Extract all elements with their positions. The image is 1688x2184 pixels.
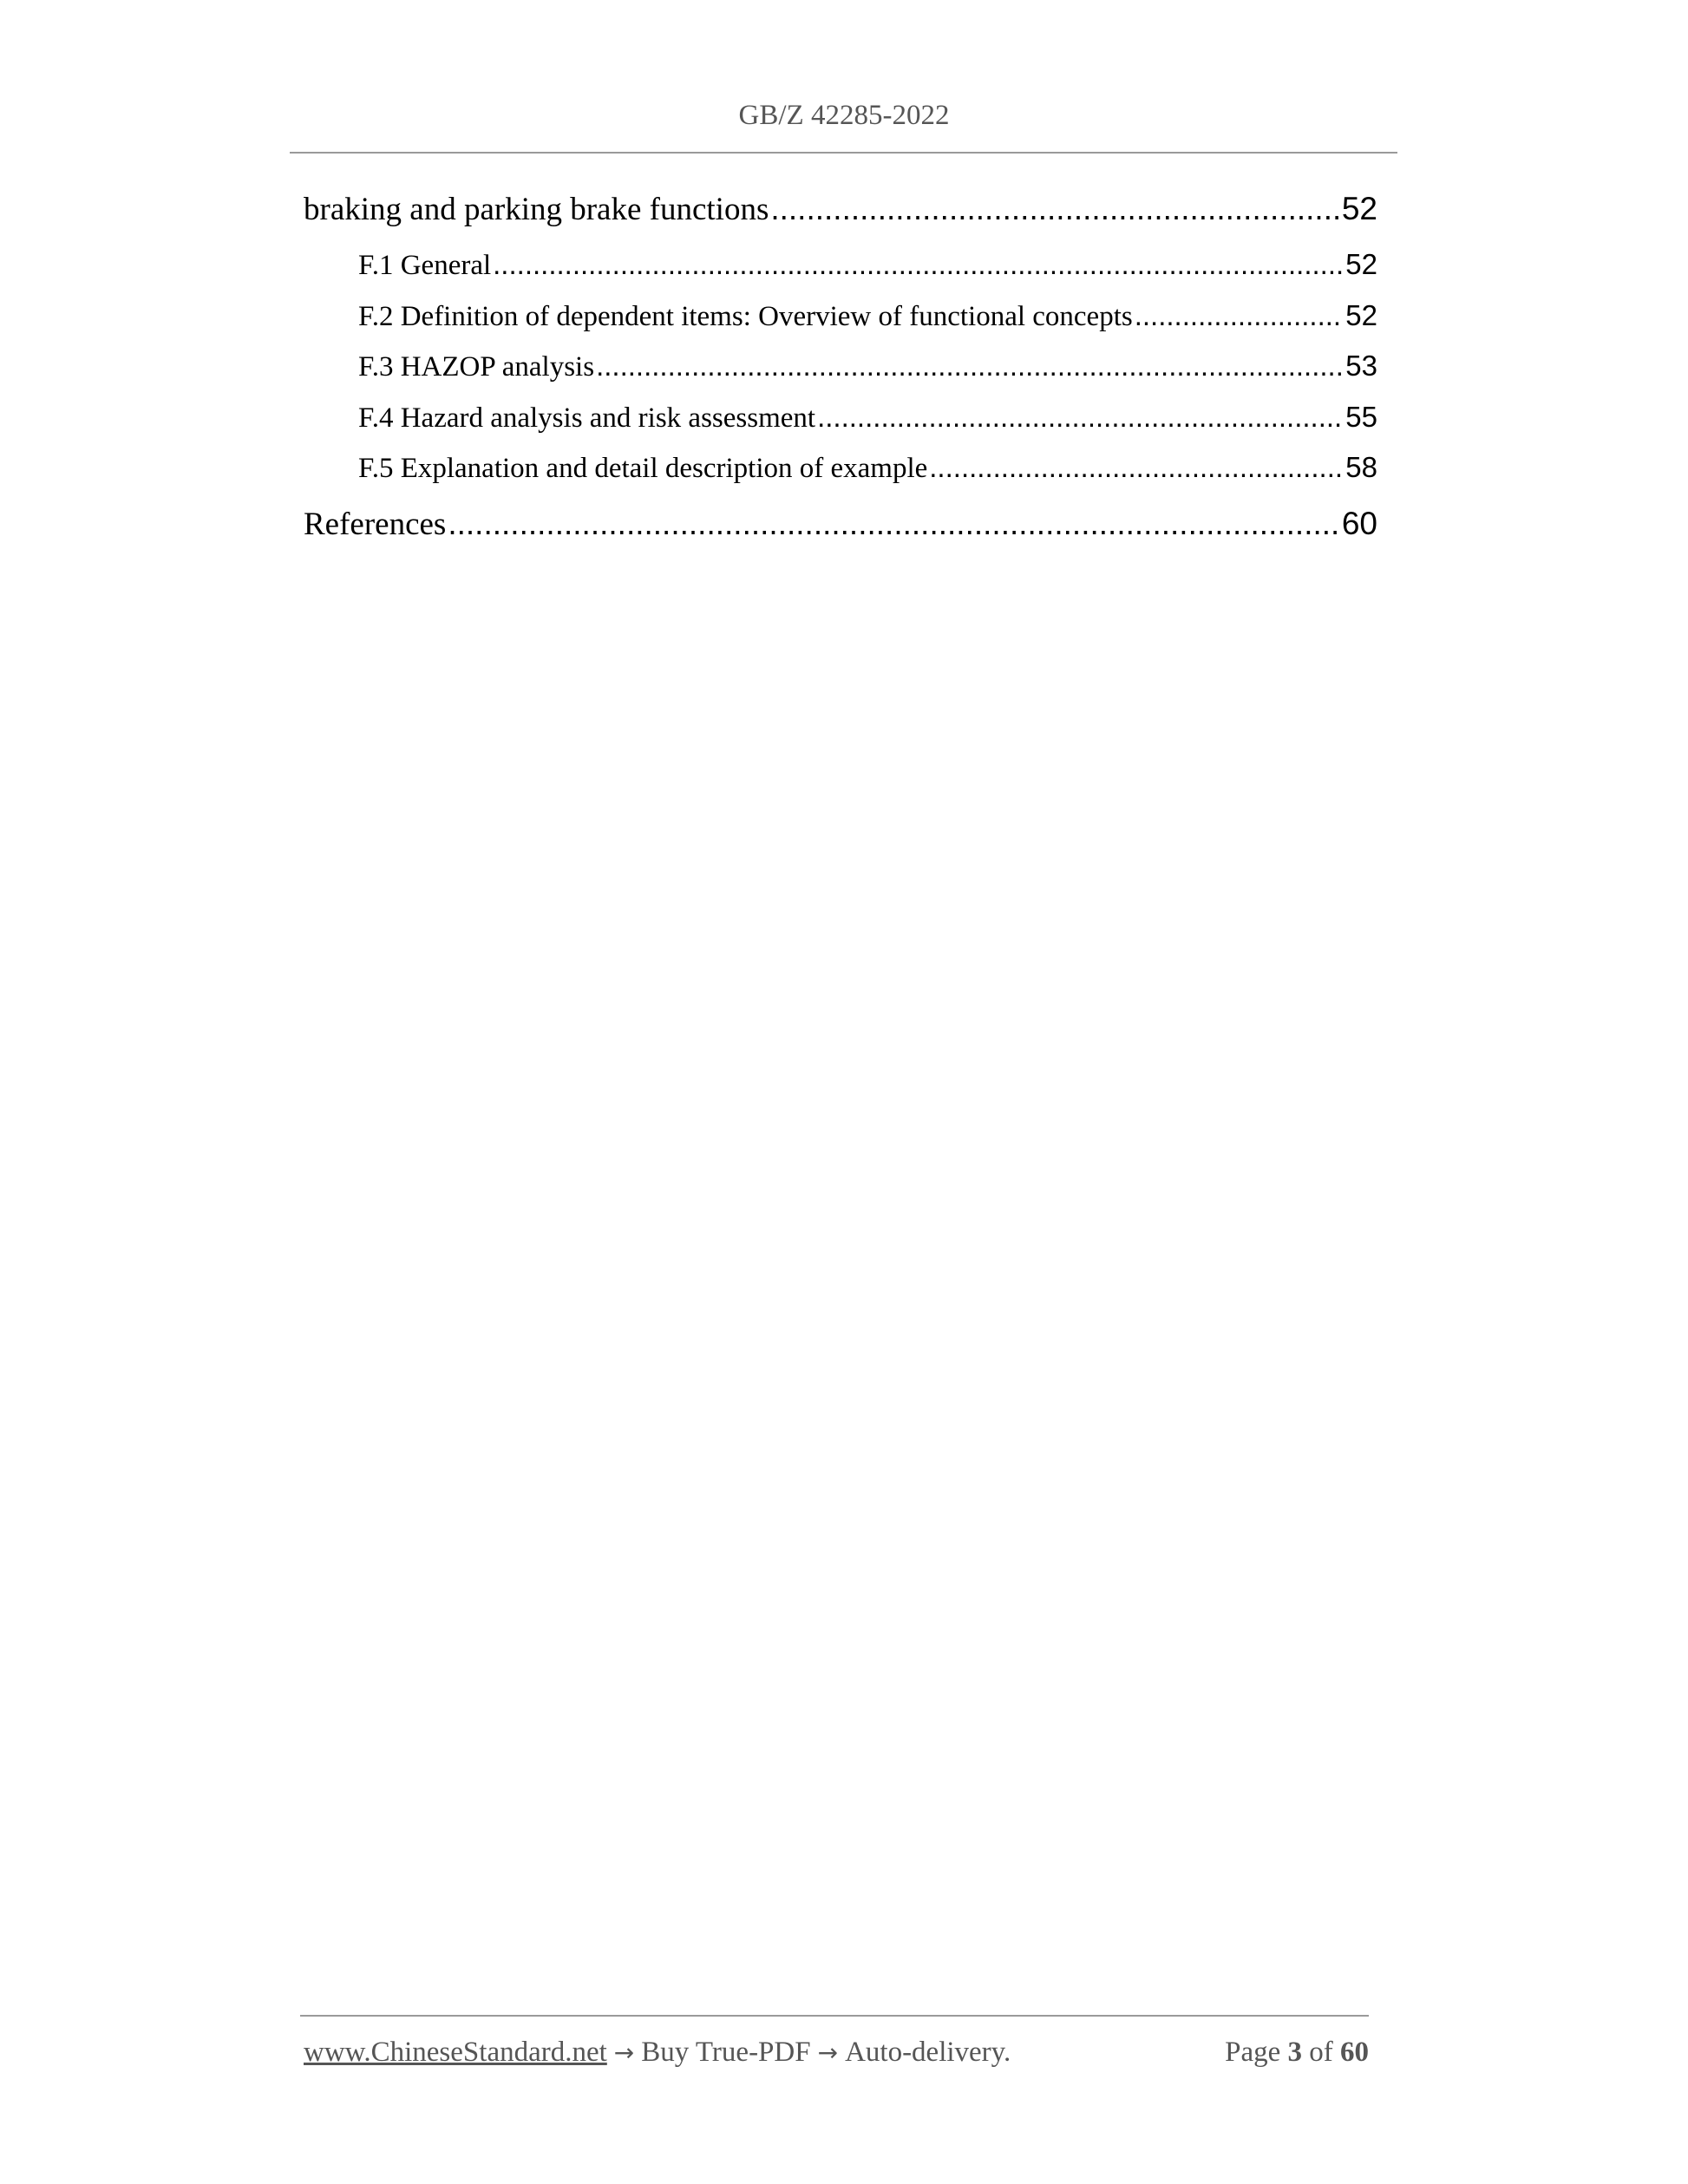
toc-entry-title: F.5 Explanation and detail description of example bbox=[358, 453, 928, 484]
page-number bbox=[1225, 2033, 1369, 2071]
footer-step-delivery: Auto-delivery. bbox=[845, 2037, 1011, 2068]
toc-entry-page: 53 bbox=[1345, 350, 1377, 382]
toc-entry-title: F.1 General bbox=[358, 250, 492, 281]
toc-entry-page: 52 bbox=[1345, 298, 1377, 331]
toc-entry[interactable] bbox=[304, 392, 1377, 443]
page-current: 3 bbox=[1287, 2037, 1302, 2068]
toc-entry-title: F.4 Hazard analysis and risk assessment bbox=[358, 402, 816, 434]
toc-entry-page: 60 bbox=[1341, 505, 1377, 541]
document-header-id: GB/Z 42285-2022 bbox=[738, 100, 950, 131]
page-total: 60 bbox=[1340, 2037, 1369, 2068]
page-footer bbox=[304, 2033, 1369, 2072]
toc-entry[interactable] bbox=[304, 442, 1377, 494]
toc-dot-leader bbox=[817, 392, 1344, 443]
arrow-right-icon: → bbox=[817, 2038, 839, 2067]
toc-dot-leader bbox=[770, 184, 1340, 234]
toc-entry[interactable] bbox=[304, 291, 1377, 342]
toc-dot-leader bbox=[596, 341, 1344, 392]
toc-dot-leader bbox=[448, 499, 1340, 549]
page-prefix: Page bbox=[1225, 2037, 1281, 2068]
page-of: of bbox=[1309, 2037, 1333, 2068]
table-of-contents bbox=[304, 184, 1377, 549]
footer-promo bbox=[304, 2033, 1011, 2072]
toc-entry-page: 58 bbox=[1345, 451, 1377, 483]
site-link[interactable]: www.ChineseStandard.net bbox=[304, 2037, 607, 2068]
toc-entry[interactable] bbox=[304, 341, 1377, 392]
toc-entry[interactable] bbox=[304, 239, 1377, 291]
toc-entry-page: 52 bbox=[1341, 191, 1377, 226]
toc-entry-title: braking and parking brake functions bbox=[304, 192, 769, 227]
toc-entry[interactable] bbox=[304, 184, 1377, 234]
arrow-right-icon: → bbox=[613, 2038, 635, 2067]
footer-step-buy: Buy True-PDF bbox=[641, 2037, 811, 2068]
toc-entry-title: F.3 HAZOP analysis bbox=[358, 351, 595, 383]
toc-dot-leader bbox=[1135, 291, 1345, 342]
toc-entry[interactable] bbox=[304, 499, 1377, 549]
toc-entry-page: 52 bbox=[1345, 248, 1377, 280]
toc-dot-leader bbox=[929, 442, 1344, 494]
toc-entry-page: 55 bbox=[1345, 400, 1377, 433]
toc-entry-title: References bbox=[304, 506, 447, 542]
toc-dot-leader bbox=[493, 239, 1344, 291]
toc-entry-title: F.2 Definition of dependent items: Overview of functional concepts bbox=[358, 300, 1133, 332]
header-divider bbox=[290, 152, 1397, 154]
footer-divider bbox=[300, 2015, 1369, 2017]
